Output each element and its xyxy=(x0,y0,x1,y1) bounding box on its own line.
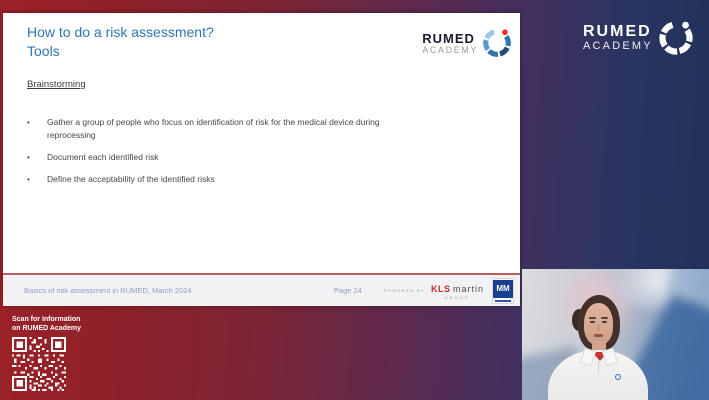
slide-rumed-logo xyxy=(422,28,512,58)
corner-rumed-logo-brand: RUMED xyxy=(583,23,652,40)
corner-rumed-logo xyxy=(583,20,694,56)
kls-martin-logo xyxy=(431,280,484,301)
slide-title xyxy=(27,23,214,61)
kls-red-text: KLS xyxy=(430,284,451,295)
slide-rumed-logo-sub: ACADEMY xyxy=(422,44,478,55)
bullet-glyph: • xyxy=(27,175,30,184)
presenter-eyebrow xyxy=(589,317,596,319)
slide-footer xyxy=(3,273,520,306)
slide-bullet-list xyxy=(27,116,427,195)
kls-martin-wordmark xyxy=(431,284,484,294)
presenter-shirt-logo xyxy=(614,374,621,380)
kls-gray-text: martin xyxy=(452,284,484,295)
presenter-face xyxy=(584,303,613,345)
corner-rumed-logo-words xyxy=(583,24,653,52)
presenter-eyebrow xyxy=(601,317,608,319)
bullet-text: Gather a group of people who focus on identification of risk for the medical device during reprocessing xyxy=(47,117,380,140)
qr-caption-line2: on RUMED Academy xyxy=(12,325,81,332)
presenter-eye xyxy=(590,321,595,323)
bullet-glyph: • xyxy=(27,153,30,162)
presenter-shirt-logo-ring xyxy=(615,374,621,380)
bullet-item xyxy=(27,116,427,142)
slide-rumed-logo-brand: RUMED xyxy=(422,30,475,46)
slide-title-line2: Tools xyxy=(27,43,60,59)
bullet-item xyxy=(27,173,427,186)
slide-title-line1: How to do a risk assessment? xyxy=(27,24,214,40)
qr-info-block xyxy=(12,315,81,391)
slide-rumed-logo-words xyxy=(422,32,478,55)
mm-monogram: MM xyxy=(493,280,513,298)
presenter-shirt-placket xyxy=(598,361,599,373)
footer-document-title: Basics of risk assessment in RUMED, March 2024 xyxy=(24,286,192,295)
bullet-text: Define the acceptability of the identified risks xyxy=(47,174,215,184)
rumed-ring-icon-white xyxy=(658,20,694,56)
mm-group-logo xyxy=(492,278,514,304)
bullet-item xyxy=(27,151,427,164)
presenter-video-feed xyxy=(522,269,709,400)
bullet-text: Document each identified risk xyxy=(47,152,159,162)
presenter-nose xyxy=(597,325,600,331)
footer-powered-by-label: POWERED BY xyxy=(383,288,425,293)
qr-caption-line1: Scan for Information xyxy=(12,316,81,323)
slide-section-heading: Brainstorming xyxy=(27,79,86,90)
bullet-glyph: • xyxy=(27,118,30,127)
kls-group-label: GROUP xyxy=(444,296,471,301)
mm-logo-subtext-bar xyxy=(495,300,511,302)
presenter xyxy=(522,269,709,400)
presentation-slide xyxy=(3,13,520,306)
qr-code xyxy=(12,337,66,391)
presenter-mouth xyxy=(594,334,603,337)
corner-rumed-logo-sub: ACADEMY xyxy=(583,40,653,52)
footer-page-number: Page 24 xyxy=(333,286,362,295)
rumed-ring-icon xyxy=(482,28,512,58)
presenter-eye xyxy=(602,321,607,323)
